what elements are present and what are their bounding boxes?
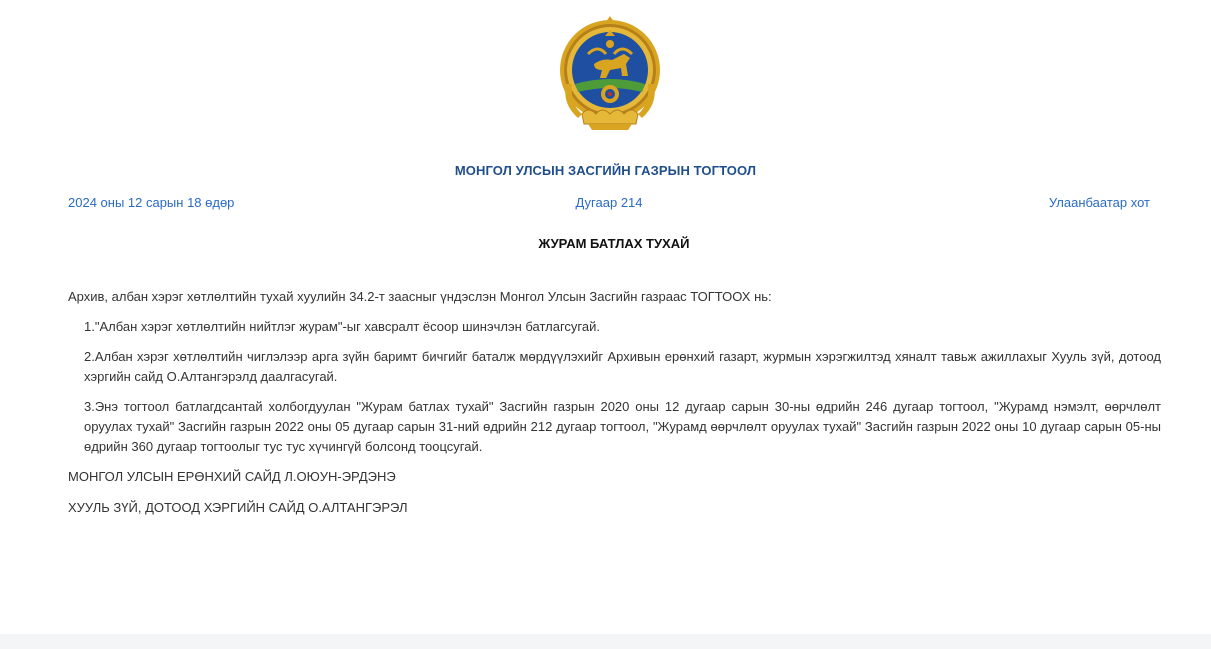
document-place: Улаанбаатар хот [1048,195,1150,210]
resolution-item-2: 2.Албан хэрэг хөтлөлтийн чиглэлээр арга зүйн баримт бичгийг баталж мөрдүүлэхийг Архивын ерөнхий газарт, журмын хэрэгжилтэд хяналт тавьж ажиллахыг Хууль зүй, дотоод хэргийн сайд О.Алтангэрэлд даалгасугай. [84,349,1161,384]
document-title: МОНГОЛ УЛСЫН ЗАСГИЙН ГАЗРЫН ТОГТООЛ [454,163,757,178]
signature-prime-minister: МОНГОЛ УЛСЫН ЕРӨНХИЙ САЙД Л.ОЮУН-ЭРДЭНЭ [68,469,396,484]
document-meta-row [68,195,1150,213]
resolution-item-3: 3.Энэ тогтоол батлагдсантай холбогдуулан "Журам батлах тухай" Засгийн газрын 2020 оны 12 дугаар сарын 30-ны өдрийн 246 дугаар тогтоол, "Журамд нэмэлт, өөрчлөлт оруулах тухай" Засгийн газрын 2022 оны 05 дугаар сарын 31-ний өдрийн 212 дугаар тогтоол, "Журамд өөрчлөлт оруулах тухай" Засгийн газрын 2022 оны 10 дугаар сарын 05-ны өдрийн 360 дугаар тогтоолыг тус тус хүчингүй болсонд тооцсугай. [84,399,1161,454]
resolution-item-1: 1."Албан хэрэг хөтлөлтийн нийтлэг журам"-ыг хавсралт ёсоор шинэчлэн батлагсугай. [84,319,600,334]
document-body [68,287,1161,529]
document-subject: ЖУРАМ БАТЛАХ ТУХАЙ [538,236,690,251]
page-footer-band [0,634,1211,649]
mongolia-state-emblem-icon [558,14,662,138]
preamble-paragraph: Архив, албан хэрэг хөтлөлтийн тухай хуулийн 34.2-т заасныг үндэслэн Монгол Улсын Засгийн газраас ТОГТООХ нь: [68,289,772,304]
document-number: Дугаар 214 [575,195,643,210]
signature-justice-minister: ХУУЛЬ ЗҮЙ, ДОТООД ХЭРГИЙН САЙД О.АЛТАНГЭРЭЛ [68,500,408,515]
document-date: 2024 оны 12 сарын 18 өдөр [68,195,235,210]
